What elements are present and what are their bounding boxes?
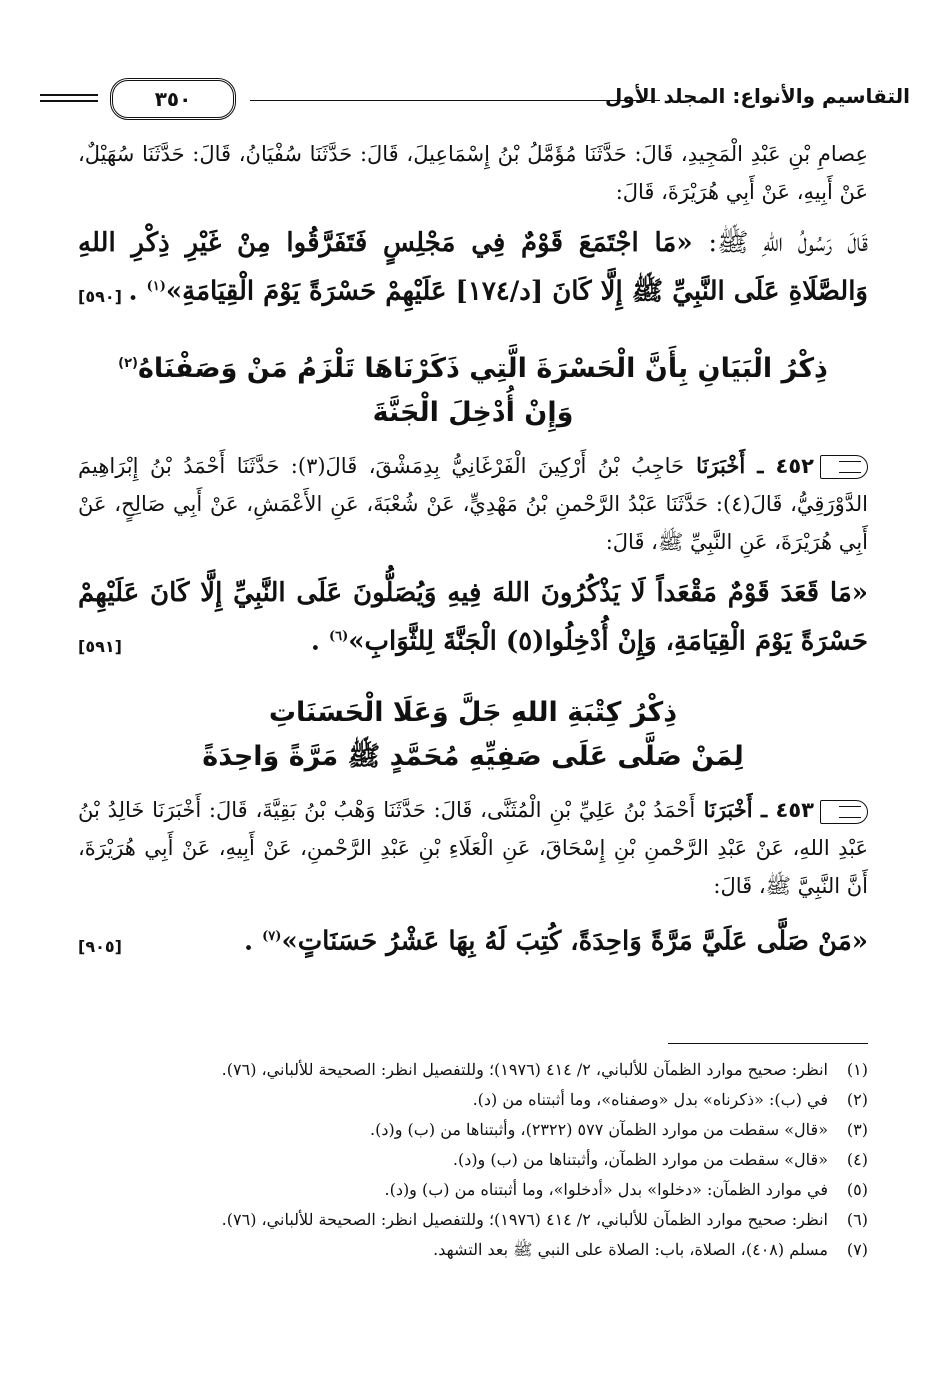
main-text <box>78 135 868 969</box>
footnote: (٤) «قال» سقطت من موارد الظمآن، وأثبتناها من (ب) و(د). <box>452 1150 868 1169</box>
hadith-reference: [٥٩٠] <box>78 287 122 306</box>
hadith-number: ٤٥٣ <box>775 798 814 823</box>
footnote-mark: (٦) <box>329 628 349 644</box>
footnote-mark: (٢) <box>118 355 138 371</box>
hadith-matn <box>78 915 868 964</box>
akhbarana-label: ـ أَخْبَرَنَا <box>684 452 776 478</box>
footnote: (٣) «قال» سقطت من موارد الظمآن ٥٧٧ (٢٣٢٢)، وأثبتناها من (ب) و(د). <box>370 1120 868 1139</box>
footnote: (٢) في (ب): «ذكرناه» بدل «وصفناه»، وما أثبتناه من (د). <box>472 1090 868 1109</box>
hadith-marker-icon <box>820 455 868 479</box>
heading-line: وَإِنْ أُدْخِلَ الْجَنَّةَ <box>372 396 574 428</box>
section-heading <box>78 342 868 435</box>
matn-intro: قَالَ رَسُولُ اللهِ ﷺ: <box>708 228 868 258</box>
hadith-chain: عِصامِ بْنِ عَبْدِ الْمَجِيدِ، قَالَ: حَدَّثَنَا مُؤَمَّلُ بْنُ إِسْمَاعِيلَ، قَالَ: حَدَّثَنَا سُفْيَانُ، قَالَ: حَدَّثَنَا سُهَيْلٌ، عَنْ أَبِيهِ، عَنْ أَبِي هُرَيْرَةَ، قَالَ: <box>78 142 868 204</box>
header-rule-left <box>40 94 98 96</box>
page-header <box>40 78 910 122</box>
hadith-matn <box>78 221 868 314</box>
section-heading <box>78 691 868 779</box>
hadith-matn <box>78 571 868 664</box>
heading-line: لِمَنْ صَلَّى عَلَى صَفِيِّهِ مُحَمَّدٍ ﷺ مَرَّةً وَاحِدَةً <box>202 741 744 773</box>
chain-text: أَحْمَدُ بْنُ عَلِيِّ بْنِ الْمُثَنَّى، قَالَ: حَدَّثَنَا وَهْبُ بْنُ بَقِيَّةَ، قَالَ: أَخْبَرَنَا خَالِدُ بْنُ عَبْدِ اللهِ، عَنْ عَبْدِ الرَّحْمنِ بْنِ إِسْحَاقَ، عَنِ الْعَلَاءِ بْنِ عَبْدِ الرَّحْمنِ، عَنْ أَبِيهِ، عَنْ أَبِي هُرَيْرَةَ، أَنَّ النَّبِيَّ ﷺ، قَالَ: <box>78 798 868 899</box>
footnote-mark: (٧) <box>262 929 282 945</box>
footnote: (٦) انظر: صحيح موارد الظمآن للألباني، ٢/ ٤١٤ (١٩٧٦)؛ وللتفصيل انظر: الصحيحة للألباني، (٧٦). <box>221 1210 868 1229</box>
matn-text: «مَنْ صَلَّى عَلَيَّ مَرَّةً وَاحِدَةً، كُتِبَ لَهُ بِهَا عَشْرُ حَسَنَاتٍ» <box>281 926 868 957</box>
hadith-reference: [٥٩١] <box>78 636 122 656</box>
hadith-reference: [٩٠٥] <box>78 937 122 957</box>
footnote-mark: (١) <box>146 279 166 294</box>
matn-text: «مَا اجْتَمَعَ قَوْمٌ فِي مَجْلِسٍ فَتَفَرَّقُوا مِنْ غَيْرِ ذِكْرِ اللهِ وَالصَّلَاةِ عَلَى النَّبِيِّ ﷺ إِلَّا كَانَ [د/١٧٤] عَلَيْهِمْ حَسْرَةً يَوْمَ الْقِيَامَةِ» <box>78 228 868 307</box>
heading-line: ذِكْرُ كِتْبَةِ اللهِ جَلَّ وَعَلَا الْحَسَنَاتِ <box>268 697 678 729</box>
matn-end: . <box>244 926 263 957</box>
hadith-chain <box>78 447 868 561</box>
heading-line: ذِكْرُ الْبَيَانِ بِأَنَّ الْحَسْرَةَ الَّتِي ذَكَرْنَاهَا تَلْزَمُ مَنْ وَصَفْنَاهُ$^{(٢)}$ <box>118 352 828 384</box>
chain-text: حَاجِبُ بْنُ أَرْكِينَ الْفَرْغَانِيُّ بِدِمَشْقَ، قَالَ(٣): حَدَّثَنَا أَحْمَدُ بْنُ إِبْرَاهِيمَ الدَّوْرَقِيُّ، قَالَ(٤): حَدَّثَنَا عَبْدُ الرَّحْمنِ بْنُ مَهْدِيٍّ، عَنْ شُعْبَةَ، عَنِ الأَعْمَشِ، عَنْ أَبِي صَالِحٍ، عَنْ أَبِي هُرَيْرَةَ، عَنِ النَّبِيِّ ﷺ، قَالَ: <box>78 453 868 554</box>
matn-end: . <box>310 626 329 657</box>
hadith-marker-icon <box>820 800 868 824</box>
footnotes <box>78 1055 868 1265</box>
header-rule-left-second <box>40 100 98 102</box>
running-title: التقاسيم والأنواع: المجلد الأول <box>604 84 910 108</box>
matn-end: . <box>128 276 147 307</box>
hadith-chain <box>78 791 868 905</box>
footnote: (٧) مسلم (٤٠٨)، الصلاة، باب: الصلاة على النبي ﷺ بعد التشهد. <box>433 1240 868 1259</box>
footnote-divider <box>668 1043 868 1044</box>
footnote: (٥) في موارد الظمآن: «دخلوا» بدل «أدخلوا»، وما أثبتناه من (ب) و(د). <box>384 1180 868 1199</box>
footnote: (١) انظر: صحيح موارد الظمآن للألباني، ٢/ ٤١٤ (١٩٧٦)؛ وللتفصيل انظر: الصحيحة للألباني، (٧٦). <box>221 1060 868 1079</box>
matn-text: «مَا قَعَدَ قَوْمٌ مَقْعَداً لَا يَذْكُرُونَ اللهَ فِيهِ وَيُصَلُّونَ عَلَى النَّبِيِّ إِلَّا كَانَ عَلَيْهِمْ حَسْرَةً يَوْمَ الْقِيَامَةِ، وَإِنْ أُدْخِلُوا(٥) الْجَنَّةَ لِلثَّوَابِ» <box>78 577 868 657</box>
hadith-number: ٤٥٢ <box>775 453 814 478</box>
akhbarana-label: ـ أَخْبَرَنَا <box>695 797 776 823</box>
page-number: ٣٥٠ <box>110 78 236 120</box>
header-rule <box>250 100 660 101</box>
